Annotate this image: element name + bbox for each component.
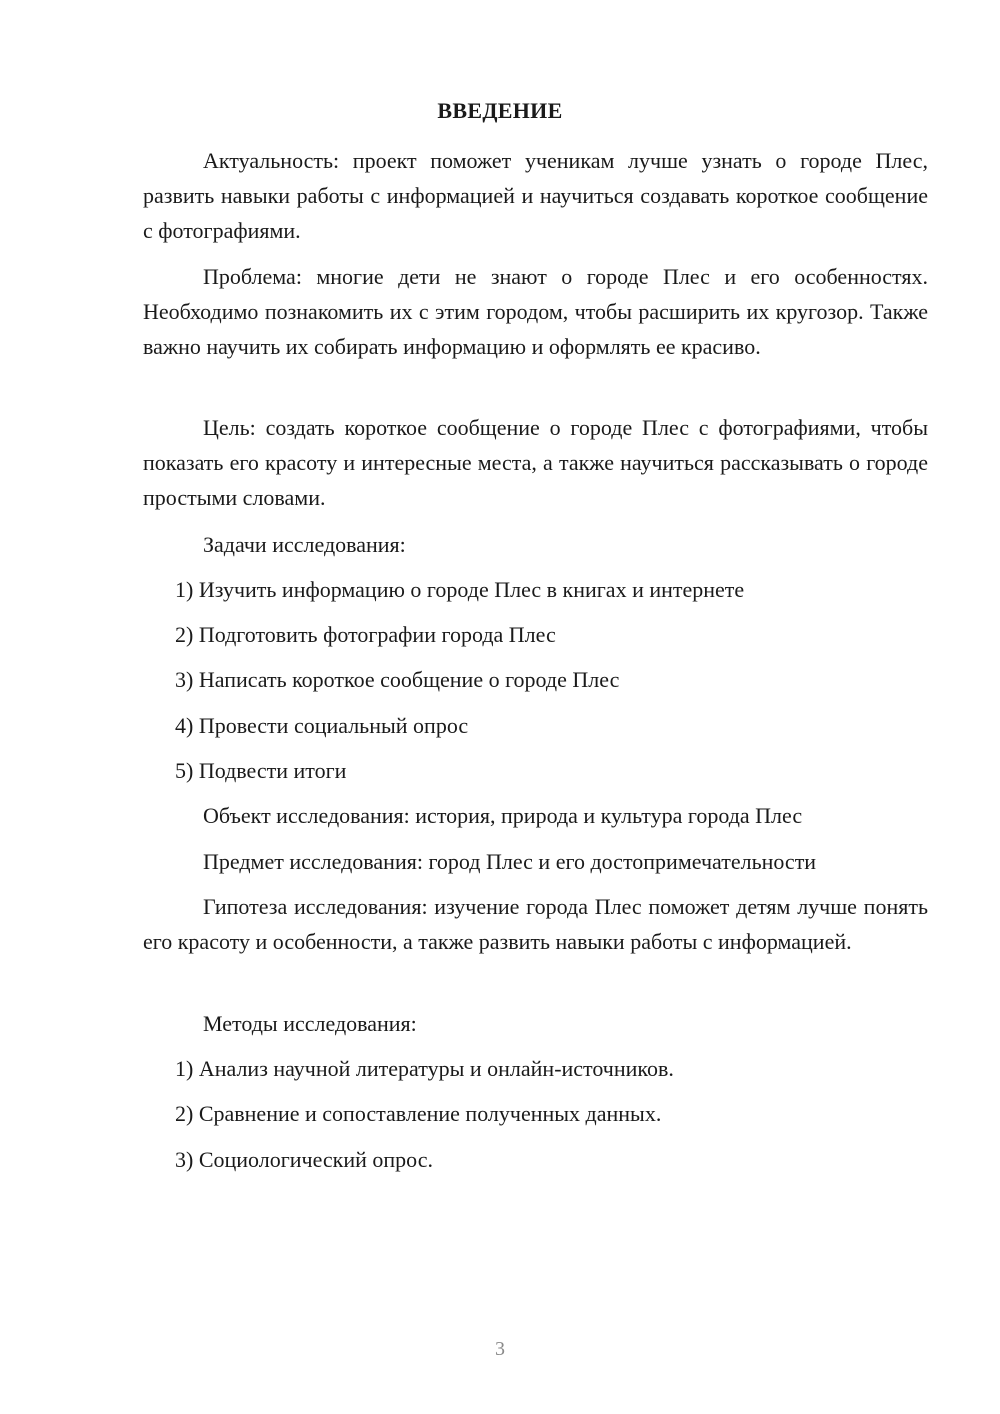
methods-heading: Методы исследования: <box>203 1011 417 1036</box>
problem-paragraph: Проблема: многие дети не знают о городе Плес и его особенностях. Необходимо познакомить их с этим городом, чтобы расширить их кругозор. Также важно научить их собирать информацию и оформлять ее красиво. <box>143 264 928 359</box>
relevance-paragraph: Актуальность: проект поможет ученикам лучше узнать о городе Плес, развить навыки работы с информацией и научиться создавать короткое сообщение с фотографиями. <box>143 148 928 243</box>
subject-paragraph: Предмет исследования: город Плес и его достопримечательности <box>203 849 817 874</box>
method-item-1: 1) Анализ научной литературы и онлайн-источников. <box>175 1056 674 1081</box>
method-item-2: 2) Сравнение и сопоставление полученных данных. <box>175 1101 662 1126</box>
method-item-3: 3) Социологический опрос. <box>175 1147 433 1172</box>
page-title: ВВЕДЕНИЕ <box>437 98 563 123</box>
task-item-2: 2) Подготовить фотографии города Плес <box>175 622 556 647</box>
task-item-3: 3) Написать короткое сообщение о городе Плес <box>175 667 620 692</box>
task-item-4: 4) Провести социальный опрос <box>175 713 469 738</box>
tasks-heading: Задачи исследования: <box>203 532 406 557</box>
page-number: 3 <box>495 1338 505 1360</box>
goal-paragraph: Цель: создать короткое сообщение о городе Плес с фотографиями, чтобы показать его красоту и интересные места, а также научиться рассказывать о городе простыми словами. <box>143 415 928 510</box>
task-item-1: 1) Изучить информацию о городе Плес в книгах и интернете <box>175 577 745 602</box>
hypothesis-paragraph: Гипотеза исследования: изучение города Плес поможет детям лучше понять его красоту и особенности, а также развить навыки работы с информацией. <box>143 894 928 954</box>
object-paragraph: Объект исследования: история, природа и культура города Плес <box>203 803 803 828</box>
task-item-5: 5) Подвести итоги <box>175 758 347 783</box>
